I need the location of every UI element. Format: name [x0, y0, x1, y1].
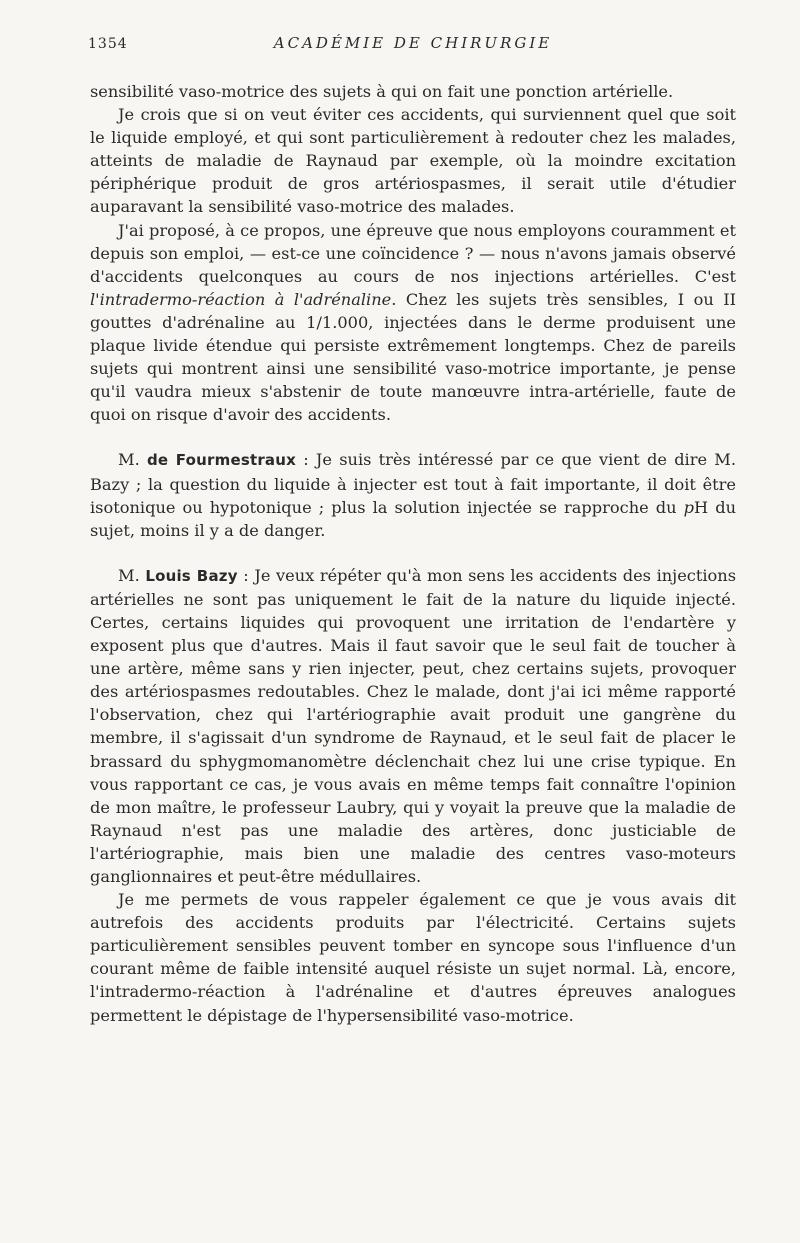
italic-term: l'intradermo-réaction à l'adrénaline	[90, 289, 392, 309]
paragraph-electricity: Je me permets de vous rappeler également ce que je vous avais dit autrefois des accidents produits par l'électricité. Certains sujets particulièrement sensibles peuvent tomber en syncope sous l'influence d'un courant même de faible intensité auquel résiste un sujet normal. Là, encore, l'intradermo-réaction à l'adrénaline et d'autres épreuves analogues permettent le dépistage de l'hypersensibilité vaso-motrice.	[90, 890, 736, 1025]
paragraph-text: . Chez les sujets très sensibles, I ou II gouttes d'adrénaline au 1/1.000, injectées dans le derme produisent une plaque livide étendue qui persiste extrêmement longtemps. Chez de pareils sujets qui montrent ainsi une sensibilité vaso-motrice importante, je pense qu'il vaudra mieux s'abstenir de toute manœuvre intra-artérielle, faute de quoi on risque d'avoir des accidents.	[90, 289, 736, 425]
speech-fourmestraux	[90, 448, 736, 541]
speaker-prefix: M.	[118, 565, 146, 585]
paragraph-continuation: sensibilité vaso-motrice des sujets à qui on fait une ponction artérielle.	[90, 82, 674, 101]
journal-page	[90, 34, 736, 1027]
speech-louis-bazy	[90, 564, 736, 888]
running-header	[90, 34, 736, 58]
italic-term: p	[683, 497, 695, 517]
journal-title: ACADÉMIE DE CHIRURGIE	[273, 34, 553, 52]
paragraph-text: J'ai proposé, à ce propos, une épreuve que nous employons couramment et depuis son emploi, — est-ce une coïncidence ? — nous n'avons jamais observé d'accidents quelconques au cours de nos injections artérielles. C'est	[90, 220, 736, 286]
paragraph-text: : Je suis très intéressé par ce que vient de dire M. Bazy ; la question du liquide à injecter est tout à fait importante, il doit être isotonique ou hypotonique ; plus la solution injectée se rapproche du	[90, 450, 737, 517]
paragraph-raynaud-sensitivity: Je crois que si on veut éviter ces accidents, qui surviennent quel que soit le liquide employé, et qui sont particulièrement à redouter chez les malades, atteints de maladie de Raynaud par exemple, où la moindre excitation périphérique produit de gros artériospasmes, il serait utile d'étudier auparavant la sensibilité vaso-motrice des malades.	[90, 105, 736, 217]
speaker-name: Louis Bazy	[145, 566, 238, 585]
page-number: 1354	[88, 36, 128, 52]
speaker-name: de Fourmestraux	[146, 451, 296, 470]
paragraph-text: : Je veux répéter qu'à mon sens les accidents des injections artérielles ne sont pas uniquement le fait de la nature du liquide injecté. Certes, certains liquides qui provoquent une irritation de l'endartère y exposent plus que d'autres. Mais il faut savoir que le seul fait de toucher à une artère, même sans y rien injecter, peut, chez certains sujets, provoquer des artériospasmes redoutables. Chez le malade, dont j'ai ici même rapporté l'observation, chez qui l'artériographie avait produit une gangrène du membre, il s'agissait d'un syndrome de Raynaud, et le seul fait de placer le brassard du sphygmomanomètre déclenchait chez lui une crise typique. En vous rapportant ce cas, je vous avais en même temps fait connaître l'opinion de mon maître, le professeur Laubry, qui y voyait la preuve que la maladie de Raynaud n'est pas une maladie des artères, donc justiciable de l'artériographie, mais bien une maladie des centres vaso-moteurs ganglionnaires et peut-être médullaires.	[90, 565, 737, 886]
paragraph-adrenaline-test	[90, 219, 736, 427]
article-body	[90, 80, 736, 1027]
paragraph-text: H du sujet, moins il y a de danger.	[90, 497, 736, 540]
speaker-prefix: M.	[118, 450, 147, 470]
